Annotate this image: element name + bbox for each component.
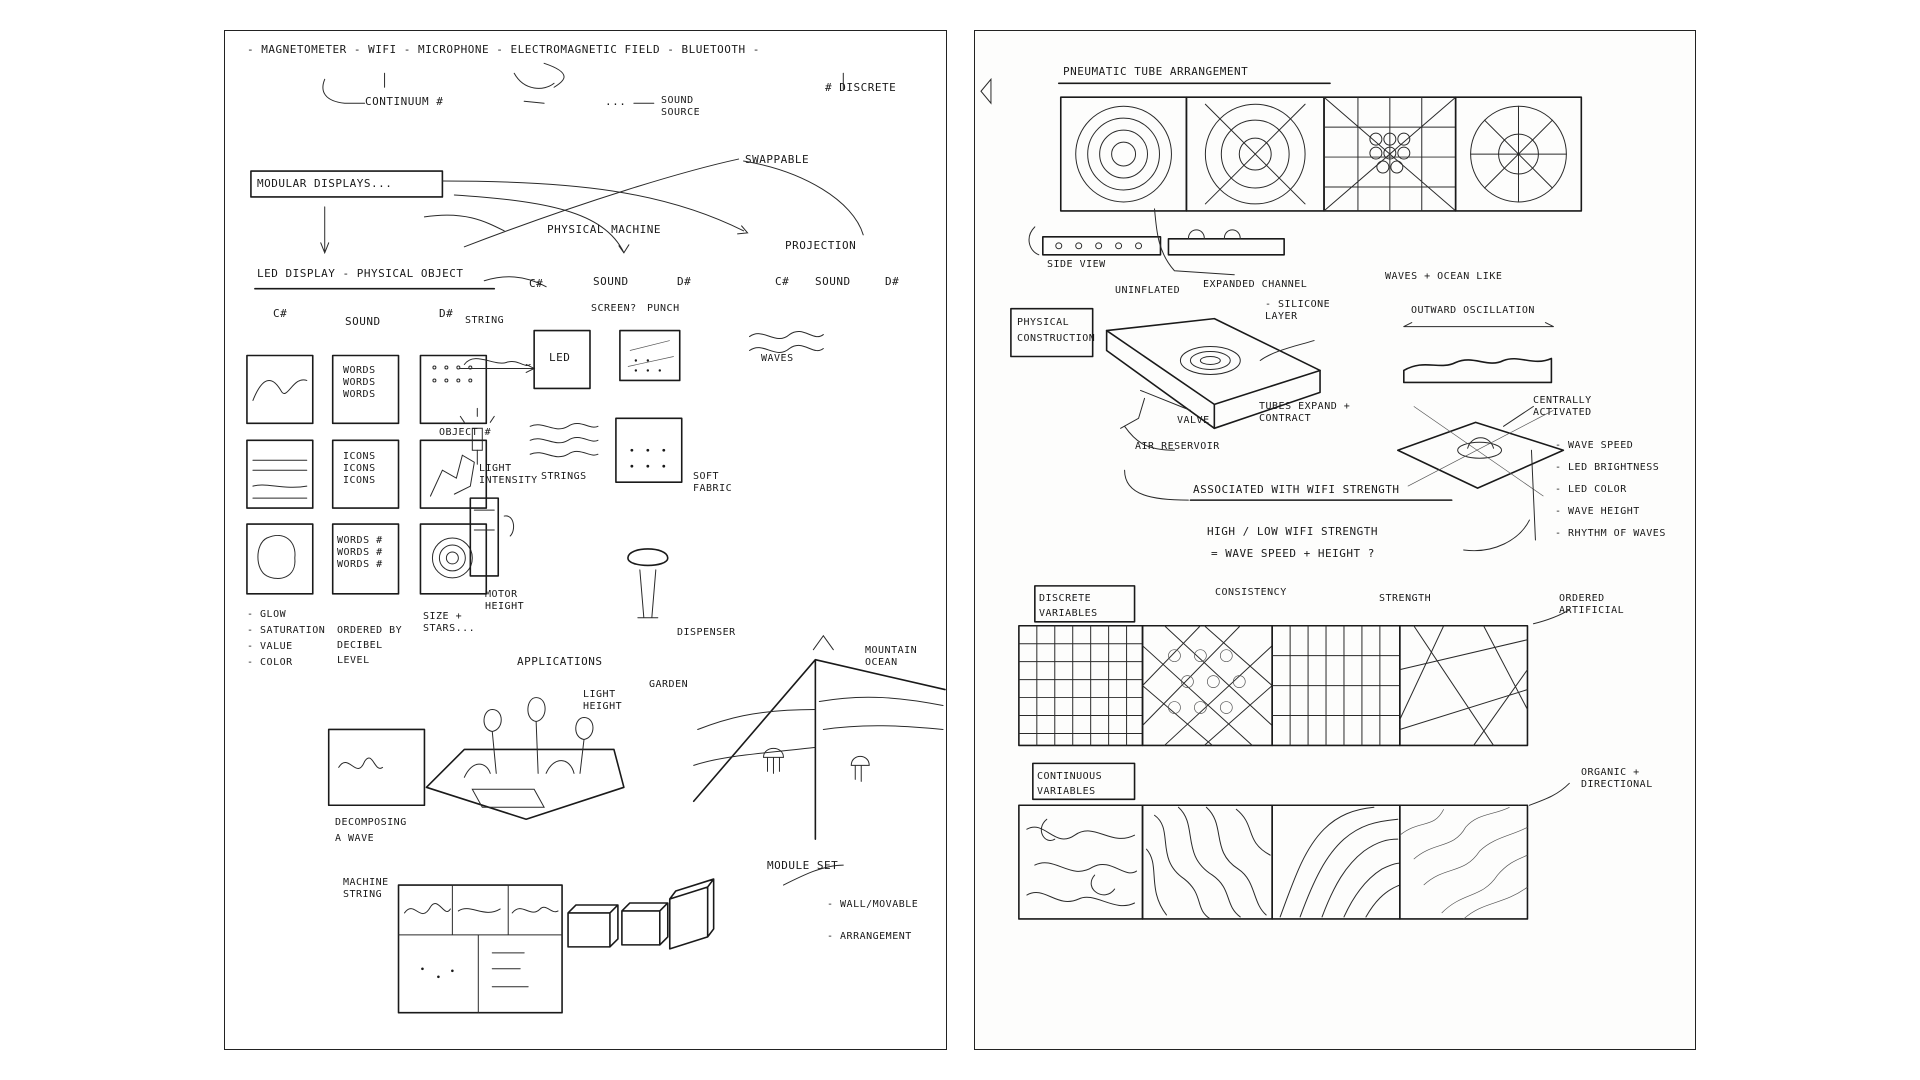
glow-item-3: - COLOR [247, 657, 293, 668]
applications-label: APPLICATIONS [517, 655, 603, 668]
led-cont-label: C# [273, 307, 288, 320]
garden-label: GARDEN [649, 679, 689, 690]
pr-cont-label: C# [775, 275, 790, 288]
module-set-label: MODULE SET [767, 859, 839, 872]
expanded-label: EXPANDED CHANNEL [1203, 279, 1308, 290]
discrete-label: # DISCRETE [825, 81, 897, 94]
continuous-variables-label: CONTINUOUS VARIABLES [1037, 771, 1103, 797]
attribute-item-3: - WAVE HEIGHT [1555, 506, 1640, 517]
physical-construction-label: PHYSICAL CONSTRUCTION [1017, 317, 1096, 344]
projection-label: PROJECTION [785, 239, 857, 252]
organic-directional-label: ORGANIC + DIRECTIONAL [1581, 767, 1653, 790]
pm-screen-label: SCREEN? [591, 303, 637, 314]
light-intensity-label: LIGHT INTENSITY [479, 463, 538, 486]
size-stars-label: SIZE + STARS... [423, 611, 476, 634]
machine-string-label: MACHINE STRING [343, 877, 389, 900]
physical-machine-label: PHYSICAL MACHINE [547, 223, 661, 236]
waves-ocean-label: WAVES + OCEAN LIKE [1385, 271, 1503, 282]
centrally-label: CENTRALLY ACTIVATED [1533, 395, 1592, 418]
sketch-page-right [974, 30, 1696, 1050]
soft-fabric-label: SOFT FABRIC [693, 471, 733, 494]
pm-disc-label: D# [677, 275, 692, 288]
pm-sound-label: SOUND [593, 275, 629, 288]
waves-label: WAVES [761, 353, 794, 364]
light-height-label: LIGHT HEIGHT [583, 689, 623, 712]
strings-label: STRINGS [541, 471, 587, 482]
ordered-label: ORDERED BY DECIBEL LEVEL [337, 625, 403, 666]
glow-item-2: - VALUE [247, 641, 293, 652]
continuum-label: CONTINUUM # [365, 95, 444, 108]
pr-disc-label: D# [885, 275, 900, 288]
uninflated-label: UNINFLATED [1115, 285, 1181, 296]
ordered-artificial-label: ORDERED ARTIFICIAL [1559, 593, 1625, 616]
dispenser-label: DISPENSER [677, 627, 736, 638]
swappable-label: SWAPPABLE [745, 153, 810, 166]
words-text: WORDS WORDS WORDS [343, 365, 376, 400]
led-display-label: LED DISPLAY - PHYSICAL OBJECT [257, 267, 464, 280]
wall-movable-label: - WALL/MOVABLE [827, 899, 919, 910]
led-disc-label: D# [439, 307, 454, 320]
associated-label: ASSOCIATED WITH WIFI STRENGTH [1193, 483, 1400, 496]
attribute-item-2: - LED COLOR [1555, 484, 1627, 495]
words-num-text: WORDS # WORDS # WORDS # [337, 535, 383, 570]
attribute-item-1: - LED BRIGHTNESS [1555, 462, 1660, 473]
object-label: OBJECT # [439, 427, 492, 438]
decomposing-label: DECOMPOSING A WAVE [335, 817, 407, 844]
glow-item-1: - SATURATION [247, 625, 326, 636]
pm-cont-label: C# [529, 277, 544, 290]
pneumatic-title: PNEUMATIC TUBE ARRANGEMENT [1063, 65, 1249, 78]
modular-displays-label: MODULAR DISPLAYS... [257, 177, 393, 190]
consistency-label: CONSISTENCY [1215, 587, 1287, 598]
led-sound-label: SOUND [345, 315, 381, 328]
motor-height-label: MOTOR HEIGHT [485, 589, 525, 612]
glow-item-0: - GLOW [247, 609, 287, 620]
discrete-variables-label: DISCRETE VARIABLES [1039, 593, 1098, 619]
silicone-label: - SILICONE LAYER [1265, 299, 1331, 322]
valve-label: VALVE [1177, 415, 1210, 426]
ellipsis-label: ... [605, 95, 627, 108]
pr-sound-label: SOUND [815, 275, 851, 288]
arrangement-label: - ARRANGEMENT [827, 931, 912, 942]
sensors-list: - MAGNETOMETER - WIFI - MICROPHONE - ELECTROMAGNETIC FIELD - BLUETOOTH - [247, 43, 760, 56]
attribute-item-0: - WAVE SPEED [1555, 440, 1634, 451]
attribute-list [1555, 435, 1666, 545]
sound-source-label: SOUND SOURCE [661, 95, 701, 118]
icons-text: ICONS ICONS ICONS [343, 451, 376, 486]
attribute-item-4: - RHYTHM OF WAVES [1555, 528, 1666, 539]
equals-label: = WAVE SPEED + HEIGHT ? [1211, 547, 1375, 560]
sketch-page-left [224, 30, 947, 1050]
punch-label: PUNCH [647, 303, 680, 314]
side-view-label: SIDE VIEW [1047, 259, 1106, 270]
strength-label: STRENGTH [1379, 593, 1432, 604]
high-low-label: HIGH / LOW WIFI STRENGTH [1207, 525, 1378, 538]
glow-list [247, 607, 325, 671]
outward-label: OUTWARD OSCILLATION [1411, 305, 1535, 316]
air-reservoir-label: AIR RESERVOIR [1135, 441, 1220, 452]
string-label: STRING [465, 315, 505, 326]
led-screen-label: LED [549, 351, 571, 364]
mountain-ocean-label: MOUNTAIN OCEAN [865, 645, 918, 668]
tubes-label: TUBES EXPAND + CONTRACT [1259, 401, 1351, 424]
